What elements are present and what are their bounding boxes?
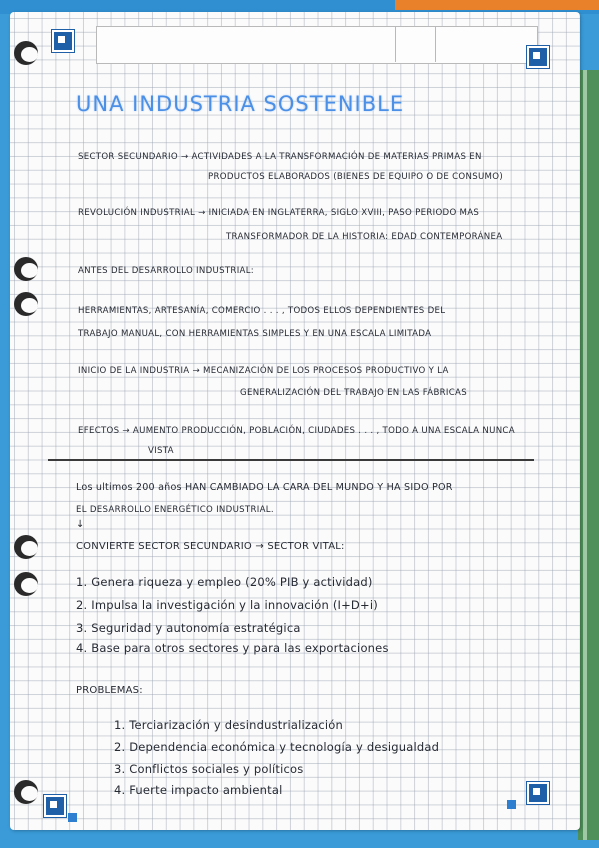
note-line: Los ultimos 200 años HAN CAMBIADO LA CARA DEL MUNDO Y HA SIDO POR	[76, 482, 453, 493]
binder-hole-icon	[14, 780, 38, 804]
note-line: TRANSFORMADOR DE LA HISTORIA: EDAD CONTEMPORÁNEA	[226, 232, 503, 242]
note-line: EFECTOS → AUMENTO PRODUCCIÓN, POBLACIÓN, CIUDADES . . . , TODO A UNA ESCALA NUNCA	[78, 426, 515, 436]
notebook-page	[10, 12, 580, 830]
note-line: GENERALIZACIÓN DEL TRABAJO EN LAS FÁBRICAS	[240, 388, 467, 398]
section-heading: PROBLEMAS:	[76, 685, 143, 696]
header-box	[96, 26, 538, 64]
list-item: 3. Seguridad y autonomía estratégica	[76, 621, 301, 635]
note-line: INICIO DE LA INDUSTRIA → MECANIZACIÓN DE LOS PROCESOS PRODUCTIVO Y LA	[78, 366, 449, 376]
corner-marker-icon	[52, 30, 74, 52]
header-divider	[395, 26, 396, 62]
corner-dot-icon	[507, 800, 516, 809]
binder-hole-icon	[14, 41, 38, 65]
note-line: REVOLUCIÓN INDUSTRIAL → INICIADA EN INGLATERRA, SIGLO XVIII, PASO PERIODO MAS	[78, 208, 480, 218]
note-line: VISTA	[148, 446, 174, 456]
binder-hole-icon	[14, 257, 38, 281]
orange-tab-strip	[395, 0, 599, 10]
note-line: HERRAMIENTAS, ARTESANÍA, COMERCIO . . . , TODOS ELLOS DEPENDIENTES DEL	[78, 306, 446, 316]
section-heading: ANTES DEL DESARROLLO INDUSTRIAL:	[78, 266, 254, 276]
section-heading: CONVIERTE SECTOR SECUNDARIO → SECTOR VITAL:	[76, 541, 345, 552]
down-arrow-icon: ↓	[76, 519, 85, 530]
binder-hole-icon	[14, 292, 38, 316]
list-item: 2. Dependencia económica y tecnología y desigualdad	[114, 740, 440, 754]
green-page-edge	[578, 70, 599, 840]
binder-hole-icon	[14, 572, 38, 596]
note-line: TRABAJO MANUAL, CON HERRAMIENTAS SIMPLES Y EN UNA ESCALA LIMITADA	[78, 329, 432, 339]
green-page-edge-highlight	[583, 70, 587, 840]
list-item: 2. Impulsa la investigación y la innovación (I+D+i)	[76, 598, 378, 612]
section-divider	[48, 459, 534, 461]
corner-marker-icon	[44, 795, 66, 817]
list-item: 4. Fuerte impacto ambiental	[114, 783, 283, 797]
corner-marker-icon	[527, 782, 549, 804]
note-line: PRODUCTOS ELABORADOS (BIENES DE EQUIPO O DE CONSUMO)	[208, 172, 503, 182]
list-item: 3. Conflictos sociales y políticos	[114, 762, 304, 776]
binder-hole-icon	[14, 535, 38, 559]
list-item: 4. Base para otros sectores y para las exportaciones	[76, 641, 389, 655]
page-title: UNA INDUSTRIA SOSTENIBLE	[76, 92, 405, 116]
list-item: 1. Terciarización y desindustrialización	[114, 718, 344, 732]
corner-dot-icon	[68, 813, 77, 822]
corner-marker-icon	[527, 46, 549, 68]
note-line: SECTOR SECUNDARIO → ACTIVIDADES A LA TRANSFORMACIÓN DE MATERIAS PRIMAS EN	[78, 152, 482, 162]
list-item: 1. Genera riqueza y empleo (20% PIB y actividad)	[76, 575, 373, 589]
header-divider	[435, 26, 436, 62]
note-line: EL DESARROLLO ENERGÉTICO INDUSTRIAL.	[76, 505, 274, 515]
